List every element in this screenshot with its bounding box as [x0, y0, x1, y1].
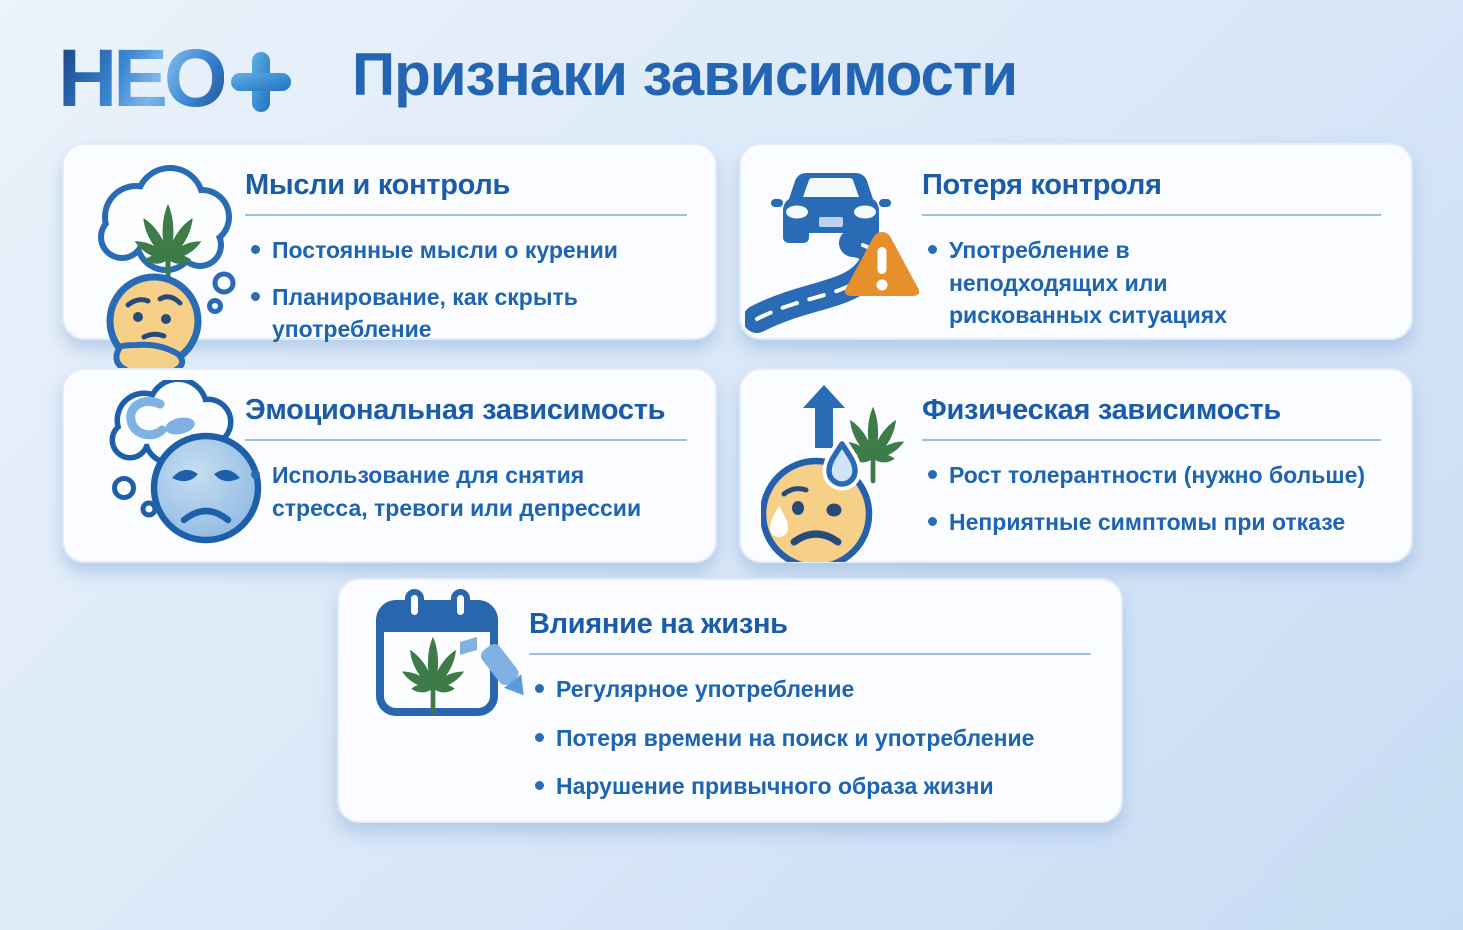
bullet-item: Потеря времени на поиск и употребление — [529, 722, 1091, 755]
bullet-item: Регулярное употребление — [529, 673, 1091, 706]
card-bullets — [529, 673, 1091, 803]
bullet-item: Рост толерантности (нужно больше) — [922, 459, 1381, 492]
card-impact-on-life — [337, 578, 1123, 823]
car-road-warning-icon — [745, 161, 945, 356]
neo-plus-logo — [58, 33, 294, 124]
bullet-item: Нарушение привычного образа жизни — [529, 770, 1091, 803]
logo-text: НЕО — [58, 33, 224, 124]
card-content — [529, 608, 1091, 819]
card-bullets — [245, 234, 687, 346]
card-thoughts-control — [62, 143, 717, 343]
thinking-face-thought-bubble-cannabis-icon — [78, 159, 253, 384]
card-title: Потеря контроля — [922, 169, 1381, 216]
card-bullets — [922, 234, 1381, 332]
bullet-item: Постоянные мысли о курении — [245, 234, 687, 267]
card-bullets — [922, 459, 1381, 538]
card-loss-of-control — [739, 143, 1413, 340]
page-title: Признаки зависимости — [352, 41, 1018, 108]
card-content — [922, 394, 1381, 552]
bullet-item: Использование для снятия стресса, тревоги или депрессии — [245, 459, 675, 524]
card-content — [245, 169, 687, 360]
bullet-item: Неприятные симптомы при отказе — [922, 506, 1381, 539]
card-content — [922, 169, 1381, 346]
plus-icon — [228, 49, 294, 120]
sad-face-thought-bubble-icon — [94, 380, 269, 555]
card-emotional-dependence — [62, 368, 717, 563]
card-title: Влияние на жизнь — [529, 608, 1091, 655]
card-bullets — [245, 459, 687, 524]
card-content — [245, 394, 687, 538]
arrow-up-cannabis-sad-face-icon — [761, 382, 946, 562]
card-title: Эмоциональная зависимость — [245, 394, 687, 441]
card-physical-dependence — [739, 368, 1413, 563]
bullet-item: Планирование, как скрыть употребление — [245, 281, 687, 346]
bullet-item: Употребление в неподходящих или рискованных ситуациях — [922, 234, 1272, 332]
calendar-cannabis-pencil-icon — [376, 588, 536, 723]
card-title: Мысли и контроль — [245, 169, 687, 216]
card-title: Физическая зависимость — [922, 394, 1381, 441]
